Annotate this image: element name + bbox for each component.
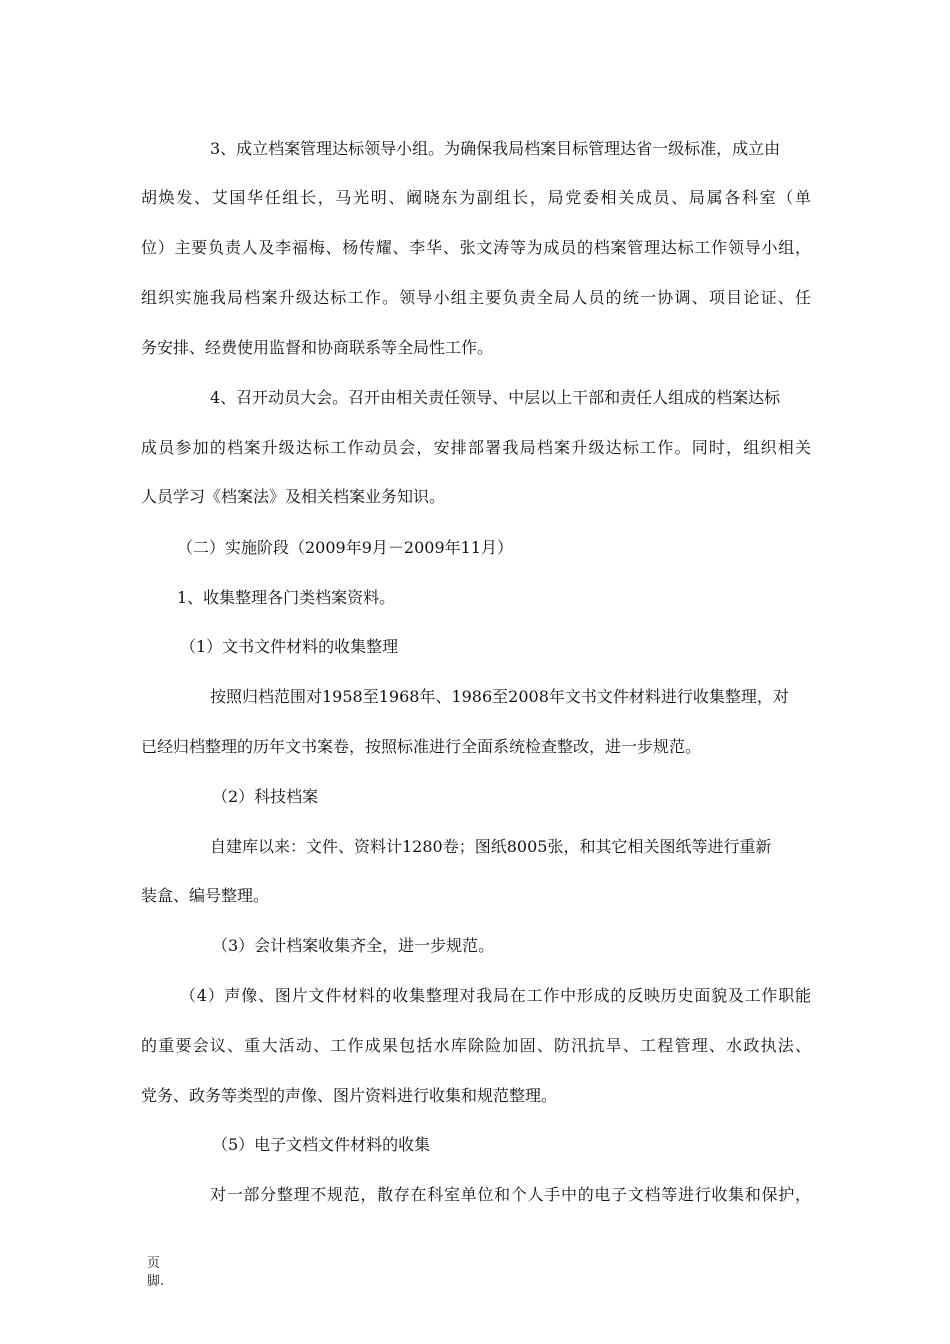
paragraph-3-line-5: 务安排、经费使用监督和协商联系等全局性工作。 (141, 338, 494, 357)
sub-2-heading: （2）科技档案 (212, 787, 319, 806)
sub-1-heading: （1）文书文件材料的收集整理 (180, 637, 399, 656)
sub-1-body-line-1: 按照归档范围对1958至1968年、1986至2008年文书文件材料进行收集整理，对 (210, 687, 789, 706)
sub-3-heading: （3）会计档案收集齐全，进一步规范。 (212, 936, 495, 955)
paragraph-4-line-2: 成员参加的档案升级达标工作动员会，安排部署我局档案升级达标工作。同时，组织相关 (141, 438, 811, 457)
sub-5-body-line-1: 对一部分整理不规范，散存在科室单位和个人手中的电子文档等进行收集和保护， (210, 1185, 811, 1204)
footer-label-line-1: 页 (147, 1256, 161, 1271)
item-1-heading: 1、收集整理各门类档案资料。 (177, 588, 396, 607)
sub-5-heading: （5）电子文档文件材料的收集 (212, 1135, 431, 1154)
paragraph-4-line-1: 4、召开动员大会。召开由相关责任领导、中层以上干部和责任人组成的档案达标 (210, 388, 781, 407)
paragraph-3-line-1: 3、成立档案管理达标领导小组。为确保我局档案目标管理达省一级标准，成立由 (210, 139, 781, 158)
sub-2-body-line-1: 自建库以来：文件、资料计1280卷；图纸8005张，和其它相关图纸等进行重新 (210, 837, 772, 856)
sub-4-line-3: 党务、政务等类型的声像、图片资料进行收集和规范整理。 (141, 1086, 558, 1105)
sub-2-body-line-2: 装盒、编号整理。 (141, 886, 270, 905)
paragraph-3-line-4: 组织实施我局档案升级达标工作。领导小组主要负责全局人员的统一协调、项目论证、任 (141, 288, 811, 307)
paragraph-3-line-3: 位）主要负责人及李福梅、杨传耀、李华、张文涛等为成员的档案管理达标工作领导小组， (141, 238, 811, 257)
sub-1-body-line-2: 已经归档整理的历年文书案卷，按照标准进行全面系统检查整改，进一步规范。 (141, 737, 702, 756)
footer-label-line-2: 脚. (147, 1274, 165, 1289)
paragraph-4-line-3: 人员学习《档案法》及相关档案业务知识。 (141, 487, 446, 506)
paragraph-3-line-2: 胡焕发、艾国华任组长，马光明、阚晓东为副组长，局党委相关成员、局属各科室（单 (141, 188, 811, 207)
stage-2-heading: （二）实施阶段（2009年9月－2009年11月） (177, 538, 513, 557)
sub-4-line-2: 的重要会议、重大活动、工作成果包括水库除险加固、防汛抗旱、工程管理、水政执法、 (141, 1036, 811, 1055)
sub-4-line-1: （4）声像、图片文件材料的收集整理对我局在工作中形成的反映历史面貌及工作职能 (180, 986, 811, 1005)
